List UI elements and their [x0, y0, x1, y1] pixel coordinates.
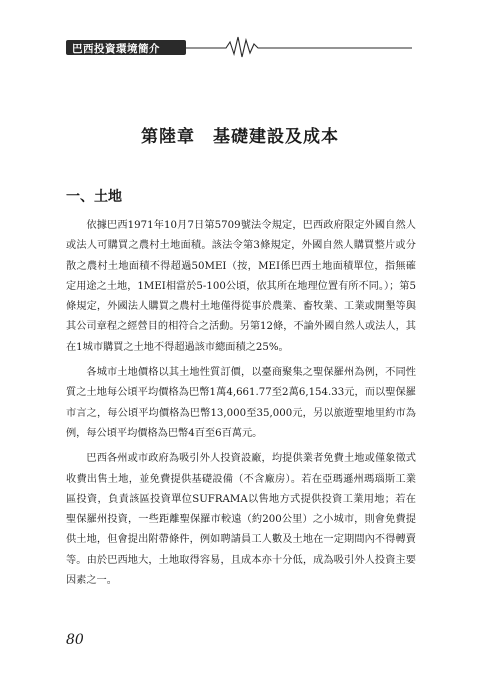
- header-book-title: 巴西投資環境簡介: [72, 43, 160, 55]
- chapter-title: 第陸章 基礎建設及成本: [141, 127, 339, 147]
- heartbeat-line-icon: [186, 34, 412, 60]
- paragraph: 巴西各州或市政府為吸引外人投資設廠，均提供業者免費土地或僅象徵式收費出售土地，並免費提供基礎設備（不含廠房）。若在亞瑪遜州瑪瑙斯工業區投資，負責該區投資單位SUFRAMA以售地方式提供投資工業用地；若在聖保羅州投資，一些距離聖保羅市較遠（約200公里）之小城市，則會免費提供土地，但會提出附帶條件，例如聘請員工人數及土地在一定期間內不得轉賣等。由於巴西地大，土地取得容易，且成本亦十分低，成為吸引外人投資主要因素之一。: [66, 453, 416, 587]
- body-text: [66, 216, 416, 596]
- paragraph: 依據巴西1971年10月7日第5709號法令規定，巴西政府限定外國自然人或法人可購買之農村土地面積。該法令第3條規定，外國自然人購買整片或分散之農村土地面積不得超過50MEI（按，MEI係巴西土地面積單位，指無確定用途之土地，1MEI相當於5-100公頃，依其所在地理位置有所不同。）；第5條規定，外國法人購買之農村土地僅得從事於農業、畜牧業、工業或開墾等與其公司章程之經營目的相符合之活動。另第12條，不論外國自然人或法人，其在1城市購買之土地不得超過該市總面積之25%。: [66, 220, 416, 353]
- page-number: 80: [66, 632, 84, 648]
- section-heading: 一、土地: [66, 189, 122, 205]
- paragraph: 各城市土地價格以其土地性質訂價，以臺商聚集之聖保羅州為例，不同性質之土地每公頃平均價格為巴幣1萬4,661.77至2萬6,154.33元，而以聖保羅市言之，每公頃平均價格為巴幣13,000至35,000元，另以旅遊聖地里約市為例，每公頃平均價格為巴幣4百至6百萬元。: [66, 367, 416, 439]
